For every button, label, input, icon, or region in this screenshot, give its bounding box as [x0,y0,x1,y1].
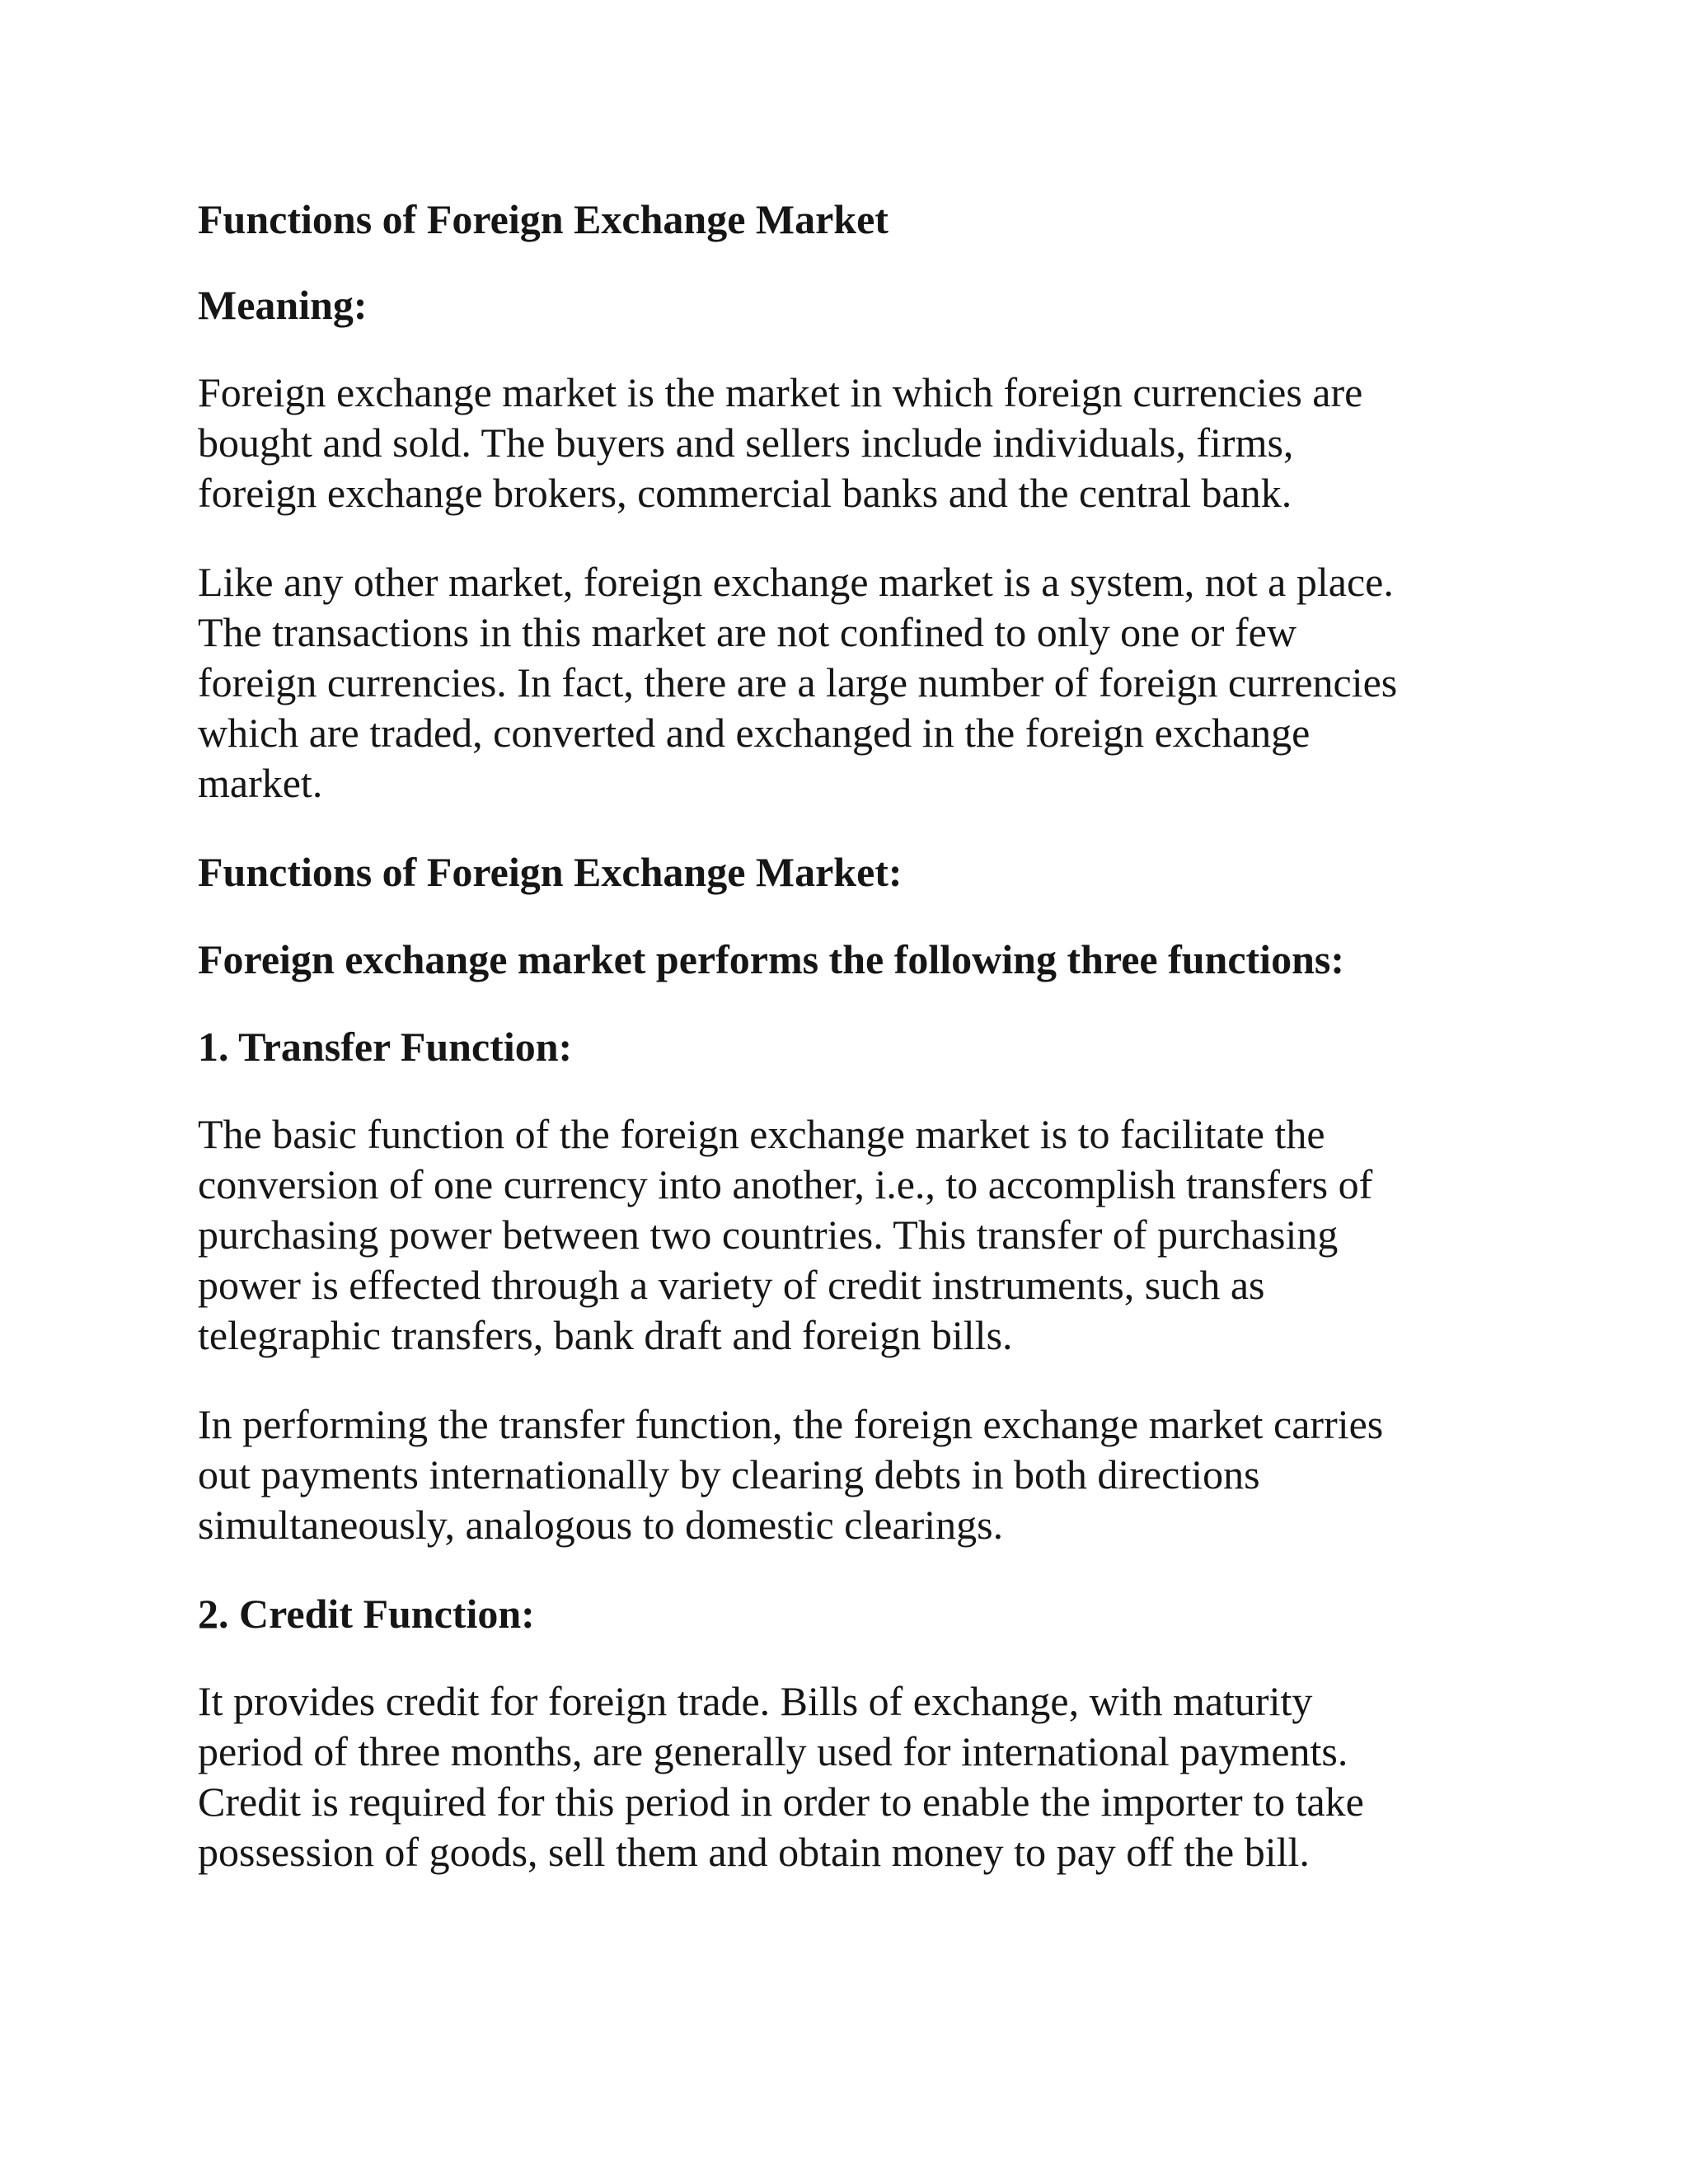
paragraph-line: possession of goods, sell them and obtain money to pay off the bill. [198,1829,1310,1875]
paragraph-line: Foreign exchange market is the market in which foreign currencies are [198,369,1363,415]
paragraph-line: Like any other market, foreign exchange market is a system, not a place. [198,559,1394,605]
paragraph-line: bought and sold. The buyers and sellers include individuals, firms, [198,419,1294,466]
paragraph-line: The transactions in this market are not confined to only one or few [198,609,1296,655]
paragraph-line: Credit is required for this period in order to enable the importer to take [198,1779,1364,1825]
paragraph-line: power is effected through a variety of credit instruments, such as [198,1262,1265,1308]
meaning-heading: Meaning: [198,282,368,328]
paragraph-transfer-basic [198,1109,1550,1361]
transfer-function-heading: 1. Transfer Function: [198,1024,573,1070]
paragraph-line: market. [198,760,323,806]
paragraph-credit [198,1676,1550,1877]
paragraph-line: telegraphic transfers, bank draft and foreign bills. [198,1312,1013,1358]
document-body [198,194,1550,1877]
paragraph-line: It provides credit for foreign trade. Bills of exchange, with maturity [198,1678,1313,1724]
paragraph-definition [198,368,1550,518]
paragraph-line: foreign currencies. In fact, there are a large number of foreign currencies [198,659,1398,705]
paragraph-line: out payments internationally by clearing debts in both directions [198,1451,1260,1497]
three-functions-heading: Foreign exchange market performs the following three functions: [198,936,1344,982]
paragraph-line: purchasing power between two countries. This transfer of purchasing [198,1212,1339,1258]
functions-heading: Functions of Foreign Exchange Market: [198,849,903,895]
paragraph-line: which are traded, converted and exchanged in the foreign exchange [198,710,1311,756]
credit-function-heading: 2. Credit Function: [198,1591,535,1637]
paragraph-transfer-clearing [198,1399,1550,1550]
paragraph-system [198,557,1550,808]
paragraph-line: The basic function of the foreign exchange market is to facilitate the [198,1111,1325,1157]
paragraph-line: period of three months, are generally used for international payments. [198,1728,1348,1774]
paragraph-line: simultaneously, analogous to domestic clearings. [198,1502,1004,1548]
paragraph-line: In performing the transfer function, the foreign exchange market carries [198,1401,1384,1447]
paragraph-line: foreign exchange brokers, commercial banks and the central bank. [198,470,1292,516]
paragraph-line: conversion of one currency into another, i.e., to accomplish transfers of [198,1161,1373,1207]
document-title: Functions of Foreign Exchange Market [198,196,889,242]
